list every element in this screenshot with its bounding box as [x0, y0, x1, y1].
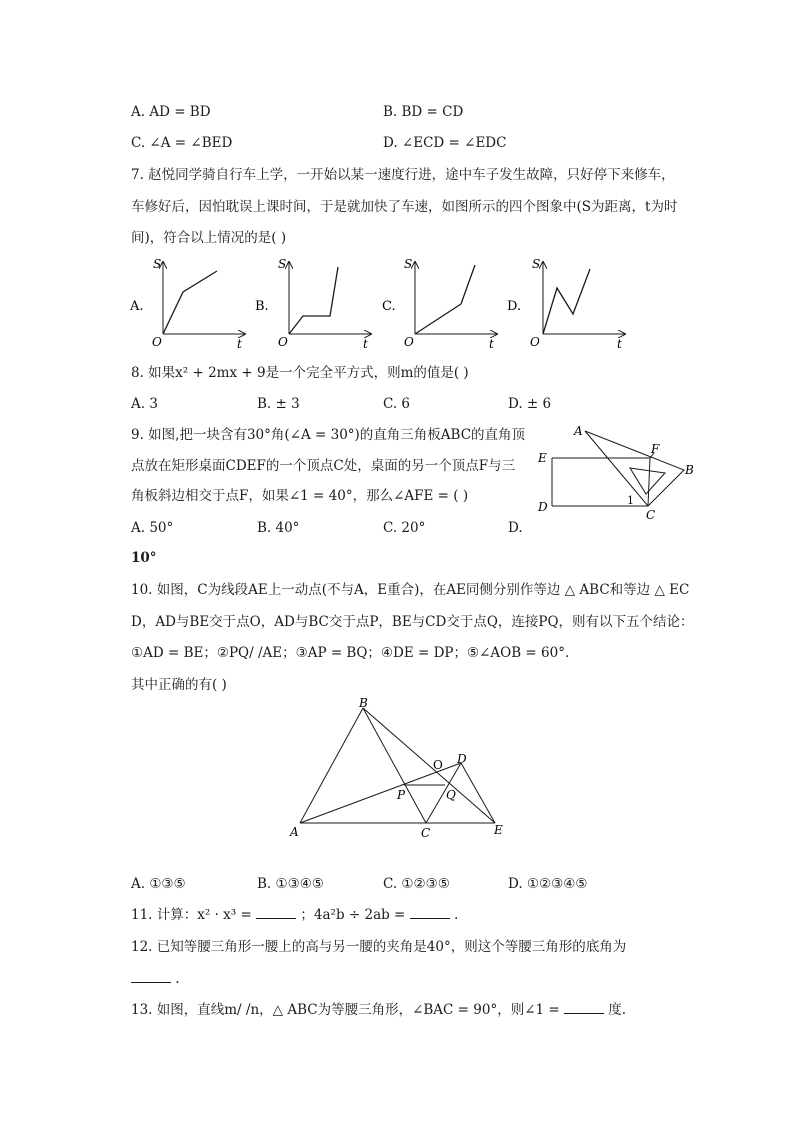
q11-prefix: 11. 计算：x² · x³ = [131, 907, 257, 923]
q6-option-d: D. ∠ECD = ∠EDC [383, 135, 507, 151]
q7-graph-b-curve [289, 267, 338, 334]
q12-answer-blank[interactable] [131, 970, 171, 983]
q13-prefix: 13. 如图，直线m/ /n，△ ABC为等腰三角形，∠BAC = 90°，则∠1 = [131, 1002, 564, 1018]
q13-stem [131, 1001, 626, 1019]
q10-figure [285, 693, 515, 843]
q7-graph-b [255, 257, 371, 351]
q9-stem-line3: 角板斜边相交于点F，如果∠1 = 40°，那么∠AFE = ( ) [131, 488, 469, 504]
q9-label-e: E [538, 451, 547, 465]
q6-option-c: C. ∠A = ∠BED [131, 135, 233, 151]
q10-stem-line4: 其中正确的有( ) [131, 677, 227, 693]
q13-suffix: 度. [608, 1002, 627, 1018]
q12-suffix: . [175, 971, 180, 987]
q7-graph-b-o: O [278, 335, 288, 349]
q10-stem-line2: D，AD与BE交于点O，AD与BC交于点P，BE与CD交于点Q，连接PQ，则有以下五个结论： [131, 614, 694, 630]
q7-graph-c-s: S [404, 257, 413, 271]
q10-label-d: D [457, 752, 467, 766]
q9-option-c: C. 20° [383, 520, 426, 536]
q9-stem-line1: 9. 如图,把一块含有30°角(∠A = 30°)的直角三角板ABC的直角顶 [131, 427, 526, 443]
q7-graph-a-t: t [237, 337, 242, 351]
q10-label-a: A [290, 825, 299, 839]
q8-option-b: B. ± 3 [257, 396, 300, 412]
q12-stem-line1: 12. 已知等腰三角形一腰上的高与另一腰的夹角是40°，则这个等腰三角形的底角为 [131, 939, 627, 955]
q7-graph-b-t: t [363, 337, 368, 351]
q10-option-a: A. ①③⑤ [131, 876, 186, 892]
q10-option-b: B. ①③④⑤ [257, 876, 324, 892]
q10-label-o: O [433, 758, 443, 772]
q7-graph-d-t: t [617, 337, 622, 351]
q6-option-b: B. BD = CD [383, 104, 464, 120]
q7-graphs-figure [125, 252, 635, 354]
q7-graph-d-curve [543, 269, 590, 334]
q7-graph-b-label: B. [255, 299, 269, 314]
q6-option-a: A. AD = BD [131, 104, 211, 120]
q9-option-b: B. 40° [257, 520, 300, 536]
q7-graph-b-s: S [278, 257, 287, 271]
q7-graph-c [382, 257, 497, 351]
q10-stem-line1: 10. 如图，C为线段AE上一动点(不与A，E重合)，在AE同侧分别作等边 △ ABC和等边 △ EC [131, 582, 690, 598]
q10-stem-line3: ①AD = BE；②PQ/ /AE；③AP = BQ；④DE = DP；⑤∠AOB = 60°. [131, 645, 570, 661]
q7-graph-d [507, 257, 625, 351]
q10-label-c: C [421, 826, 431, 840]
q9-figure [530, 420, 700, 525]
q10-option-d: D. ①②③④⑤ [508, 876, 588, 892]
q8-option-c: C. 6 [383, 396, 411, 412]
q9-label-b: B [685, 463, 694, 477]
q7-graph-d-label: D. [507, 299, 522, 314]
q8-stem: 8. 如果x² + 2mx + 9是一个完全平方式，则m的值是( ) [131, 365, 469, 381]
q7-graph-a-curve [163, 271, 217, 334]
q11-mid: ；4a²b ÷ 2ab = [300, 907, 410, 923]
q12-stem-line2 [131, 970, 180, 988]
q9-angle-1: 1 [627, 494, 634, 507]
q7-stem-line2: 车修好后，因怕耽误上课时间，于是就加快了车速，如图所示的四个图象中(S为距离，t为时 [131, 199, 678, 215]
q10-label-e: E [494, 823, 503, 837]
q8-option-d: D. ± 6 [508, 396, 552, 412]
q9-stem-line2: 点放在矩形桌面CDEF的一个顶点C处，桌面的另一个顶点F与三 [131, 458, 516, 474]
q7-stem-line3: 间)，符合以上情况的是( ) [131, 230, 287, 246]
q10-option-c: C. ①②③⑤ [383, 876, 450, 892]
q11-suffix: . [453, 907, 459, 923]
q10-label-q: Q [446, 788, 456, 802]
q10-label-p: P [397, 788, 406, 802]
q11-answer-blank-2[interactable] [410, 906, 450, 919]
q7-graph-c-label: C. [382, 299, 396, 314]
q13-answer-blank[interactable] [564, 1001, 604, 1014]
q7-graph-a-s: S [153, 257, 162, 271]
q9-label-d: D [538, 500, 548, 514]
q11-answer-blank-1[interactable] [256, 906, 296, 919]
q9-option-d: D. [508, 520, 523, 536]
q7-stem-line1: 7. 赵悦同学骑自行车上学，一开始以某一速度行进，途中车子发生故障，只好停下来修车， [131, 167, 675, 183]
q10-label-b: B [359, 696, 368, 710]
q9-label-a: A [574, 424, 583, 438]
q9-label-c: C [646, 508, 656, 522]
q11-stem [131, 906, 458, 924]
q9-option-d-value: 10° [131, 550, 157, 566]
q7-graph-a-o: O [152, 335, 162, 349]
q9-option-a: A. 50° [131, 520, 174, 536]
q7-graph-c-curve [415, 265, 475, 334]
q9-label-f: F [651, 442, 660, 456]
q7-graph-a [129, 257, 245, 351]
q7-graph-c-t: t [489, 337, 494, 351]
q7-graph-d-o: O [530, 335, 540, 349]
q8-option-a: A. 3 [131, 396, 158, 412]
q7-graph-c-o: O [404, 335, 414, 349]
q7-graph-a-label: A. [130, 299, 144, 314]
q7-graph-d-s: S [532, 257, 541, 271]
